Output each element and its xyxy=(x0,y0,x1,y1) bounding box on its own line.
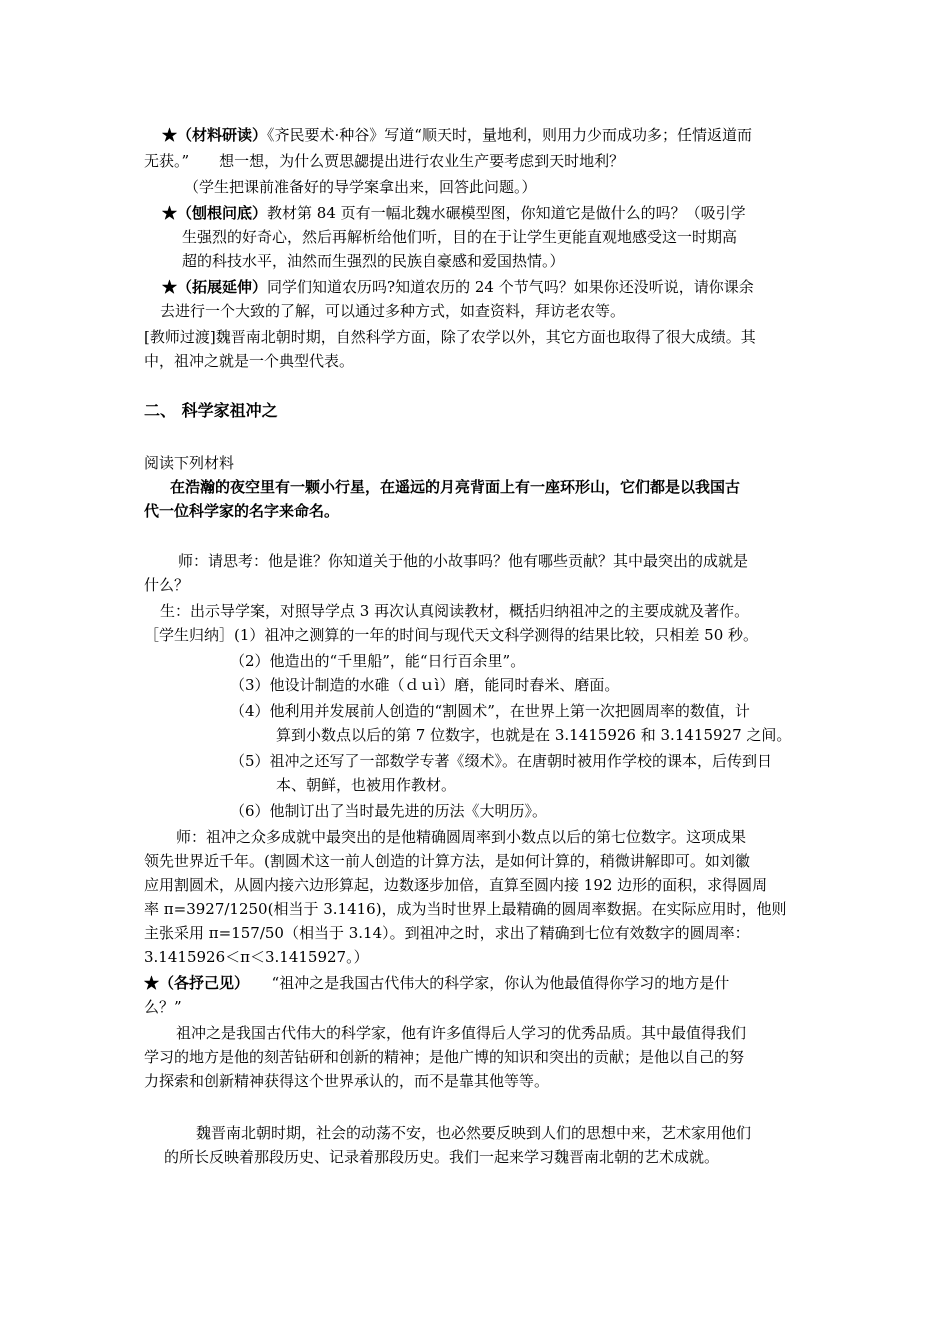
list-item: （5）祖冲之还写了一部数学专著《缀术》。在唐朝时被用作学校的课本，后传到日 xyxy=(230,752,773,770)
paragraph-line: 么？” xyxy=(144,998,182,1016)
paragraph-line: 无获。” 想一想，为什么贾思勰提出进行农业生产要考虑到天时地利？ xyxy=(144,152,625,170)
material-quote-line: 代一位科学家的名字来命名。 xyxy=(144,502,340,520)
activity-root-question: ★（刨根问底）教材第 84 页有一幅北魏水碾模型图，你知道它是做什么的吗？（吸引学 xyxy=(162,204,746,222)
paragraph-line: 魏晋南北朝时期，社会的动荡不安，也必然要反映到人们的思想中来，艺术家用他们 xyxy=(196,1124,752,1142)
paragraph-line: 祖冲之是我国古代伟大的科学家，他有许多值得后人学习的优秀品质。其中最值得我们 xyxy=(176,1024,747,1042)
paragraph-line: 超的科技水平，油然而生强烈的民族自豪感和爱国热情。） xyxy=(182,252,565,270)
paragraph-line: 什么？ xyxy=(144,576,190,594)
star-icon: ★ xyxy=(162,204,178,222)
paragraph-line: 应用割圆术，从圆内接六边形算起，边数逐步加倍，直算至圆内接 192 边形的面积，求得圆周 xyxy=(144,876,768,894)
activity-material-reading: ★（材料研读）《齐民要术·种谷》写道“顺天时，量地利，则用力少而成功多；任情返道而 xyxy=(162,126,752,144)
list-item-continuation: 本、朝鲜，也被用作教材。 xyxy=(276,776,457,794)
paragraph-line: 中，祖冲之就是一个典型代表。 xyxy=(144,352,355,370)
paragraph-line: 学习的地方是他的刻苦钻研和创新的精神；是他广博的知识和突出的贡献；是他以自己的努 xyxy=(144,1048,745,1066)
paragraph-line: 力探索和创新精神获得这个世界承认的，而不是靠其他等等。 xyxy=(144,1072,550,1090)
material-quote-line: 在浩瀚的夜空里有一颗小行星，在遥远的月亮背面上有一座环形山，它们都是以我国古 xyxy=(170,478,741,496)
star-icon: ★ xyxy=(144,974,160,992)
star-icon: ★ xyxy=(162,278,178,296)
list-item: （6）他制订出了当时最先进的历法《大明历》。 xyxy=(230,802,548,820)
paragraph-line: [教师过渡]魏晋南北朝时期，自然科学方面，除了农学以外，其它方面也取得了很大成绩。其 xyxy=(144,328,756,346)
paragraph-line: 师：祖冲之众多成就中最突出的是他精确圆周率到小数点以后的第七位数字。这项成果 xyxy=(176,828,747,846)
activity-opinion: ★（各抒己见） “祖冲之是我国古代伟大的科学家，你认为他最值得你学习的地方是什 xyxy=(144,974,730,992)
paragraph-line: 生强烈的好奇心，然后再解析给他们听，目的在于让学生更能直观地感受这一时期高 xyxy=(182,228,738,246)
paragraph-line: 3.1415926＜π＜3.1415927。） xyxy=(144,948,369,966)
paragraph-line: 生：出示导学案，对照导学点 3 再次认真阅读教材，概括归纳祖冲之的主要成就及著作。 xyxy=(160,602,750,620)
paragraph-line: 去进行一个大致的了解，可以通过多种方式，如查资料，拜访老农等。 xyxy=(160,302,626,320)
list-item: （4）他利用并发展前人创造的“割圆术”，在世界上第一次把圆周率的数值，计 xyxy=(230,702,750,720)
star-icon: ★ xyxy=(162,126,178,144)
paragraph-line: 师：请思考：他是谁？你知道关于他的小故事吗？他有哪些贡献？其中最突出的成就是 xyxy=(178,552,749,570)
paragraph-line: 率 π=3927/1250(相当于 3.1416)，成为当时世界上最精确的圆周率数据。在实际应用时，他则 xyxy=(144,900,787,918)
paragraph-line: 的所长反映着那段历史、记录着那段历史。我们一起来学习魏晋南北朝的艺术成就。 xyxy=(164,1148,720,1166)
section-heading: 二、 科学家祖冲之 xyxy=(144,401,278,420)
list-item: （2）他造出的“千里船”，能“日行百余里”。 xyxy=(230,652,526,670)
paragraph-line: （学生把课前准备好的导学案拿出来，回答此问题。） xyxy=(184,178,537,196)
paragraph-line: 主张采用 π=157/50（相当于 3.14）。到祖冲之时，求出了精确到七位有效数字的圆周率： xyxy=(144,924,750,942)
paragraph-line: ［学生归纳］(1）祖冲之测算的一年的时间与现代天文科学测得的结果比较，只相差 50 秒。 xyxy=(144,626,759,644)
activity-extension: ★（拓展延伸）同学们知道农历吗?知道农历的 24 个节气吗？如果你还没听说，请你课余 xyxy=(162,278,754,296)
paragraph-line: 阅读下列材料 xyxy=(144,454,235,472)
list-item: （3）他设计制造的水碓（ｄｕì）磨，能同时舂米、磨面。 xyxy=(230,676,620,694)
list-item-continuation: 算到小数点以后的第 7 位数字，也就是在 3.1415926 和 3.1415927 之间。 xyxy=(276,726,792,744)
paragraph-line: 领先世界近千年。(割圆术这一前人创造的计算方法，是如何计算的，稍微讲解即可。如刘徽 xyxy=(144,852,750,870)
